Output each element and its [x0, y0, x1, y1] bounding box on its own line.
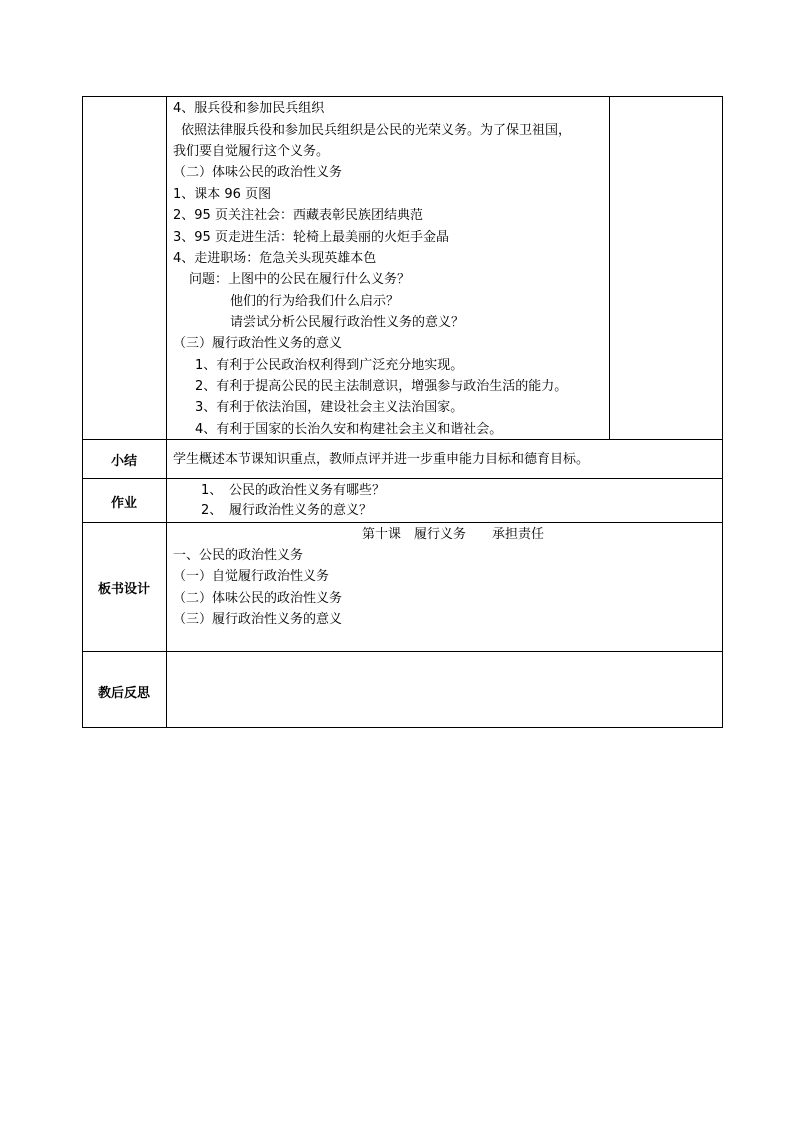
- label-column-divider: [166, 96, 167, 728]
- content-line: 问题：上图中的公民在履行什么义务？: [189, 272, 411, 287]
- content-line: （二）体味公民的政治性义务: [173, 165, 343, 180]
- board-line: 一、公民的政治性义务: [173, 548, 304, 563]
- summary-text: 学生概述本节课知识重点，教师点评并进一步重申能力目标和德育目标。: [173, 452, 590, 467]
- content-line: 3、有利于依法治国，建设社会主义法治国家。: [195, 400, 464, 415]
- content-line: 1、有利于公民政治权利得到广泛充分地实现。: [195, 358, 464, 373]
- content-line: （三）履行政治性义务的意义: [173, 336, 343, 351]
- summary-label: 小结: [110, 454, 137, 469]
- content-line: 1、课本 96 页图: [173, 187, 272, 202]
- homework-item-text: 公民的政治性义务有哪些？: [229, 483, 386, 498]
- board-line: （一）自觉履行政治性义务: [173, 569, 330, 584]
- content-column-divider: [609, 96, 610, 440]
- row-divider-3: [82, 522, 723, 523]
- content-line: 4、服兵役和参加民兵组织: [173, 101, 325, 116]
- board-design-label: 板书设计: [97, 582, 150, 597]
- content-line: 我们要自觉履行这个义务。: [173, 144, 330, 159]
- homework-label: 作业: [110, 496, 137, 511]
- table-border-right: [722, 96, 723, 728]
- content-line: 请尝试分析公民履行政治性义务的意义？: [230, 315, 465, 330]
- homework-item-number: 1、: [201, 483, 223, 498]
- homework-item-number: 2、: [201, 503, 223, 518]
- content-line: 4、走进职场：危急关头现英雄本色: [173, 251, 377, 266]
- table-border-left: [82, 96, 83, 728]
- board-line: （三）履行政治性义务的意义: [173, 612, 343, 627]
- table-border-bottom: [82, 727, 723, 728]
- table-border-top: [82, 96, 723, 97]
- content-line: 他们的行为给我们什么启示？: [230, 294, 400, 309]
- row-divider-2: [82, 478, 723, 479]
- row-divider-4: [82, 651, 723, 652]
- board-title: 第十课 履行义务 承担责任: [362, 527, 545, 542]
- homework-item-text: 履行政治性义务的意义？: [229, 503, 373, 518]
- content-line: 2、有利于提高公民的民主法制意识，增强参与政治生活的能力。: [195, 379, 568, 394]
- content-line: 3、95 页走进生活：轮椅上最美丽的火炬手金晶: [173, 230, 449, 245]
- content-line: 2、95 页关注社会：西藏表彰民族团结典范: [173, 208, 423, 223]
- board-line: （二）体味公民的政治性义务: [173, 591, 343, 606]
- content-line: 依照法律服兵役和参加民兵组织是公民的光荣义务。为了保卫祖国，: [181, 123, 572, 138]
- content-line: 4、有利于国家的长治久安和构建社会主义和谐社会。: [195, 422, 503, 437]
- reflection-label: 教后反思: [97, 686, 150, 701]
